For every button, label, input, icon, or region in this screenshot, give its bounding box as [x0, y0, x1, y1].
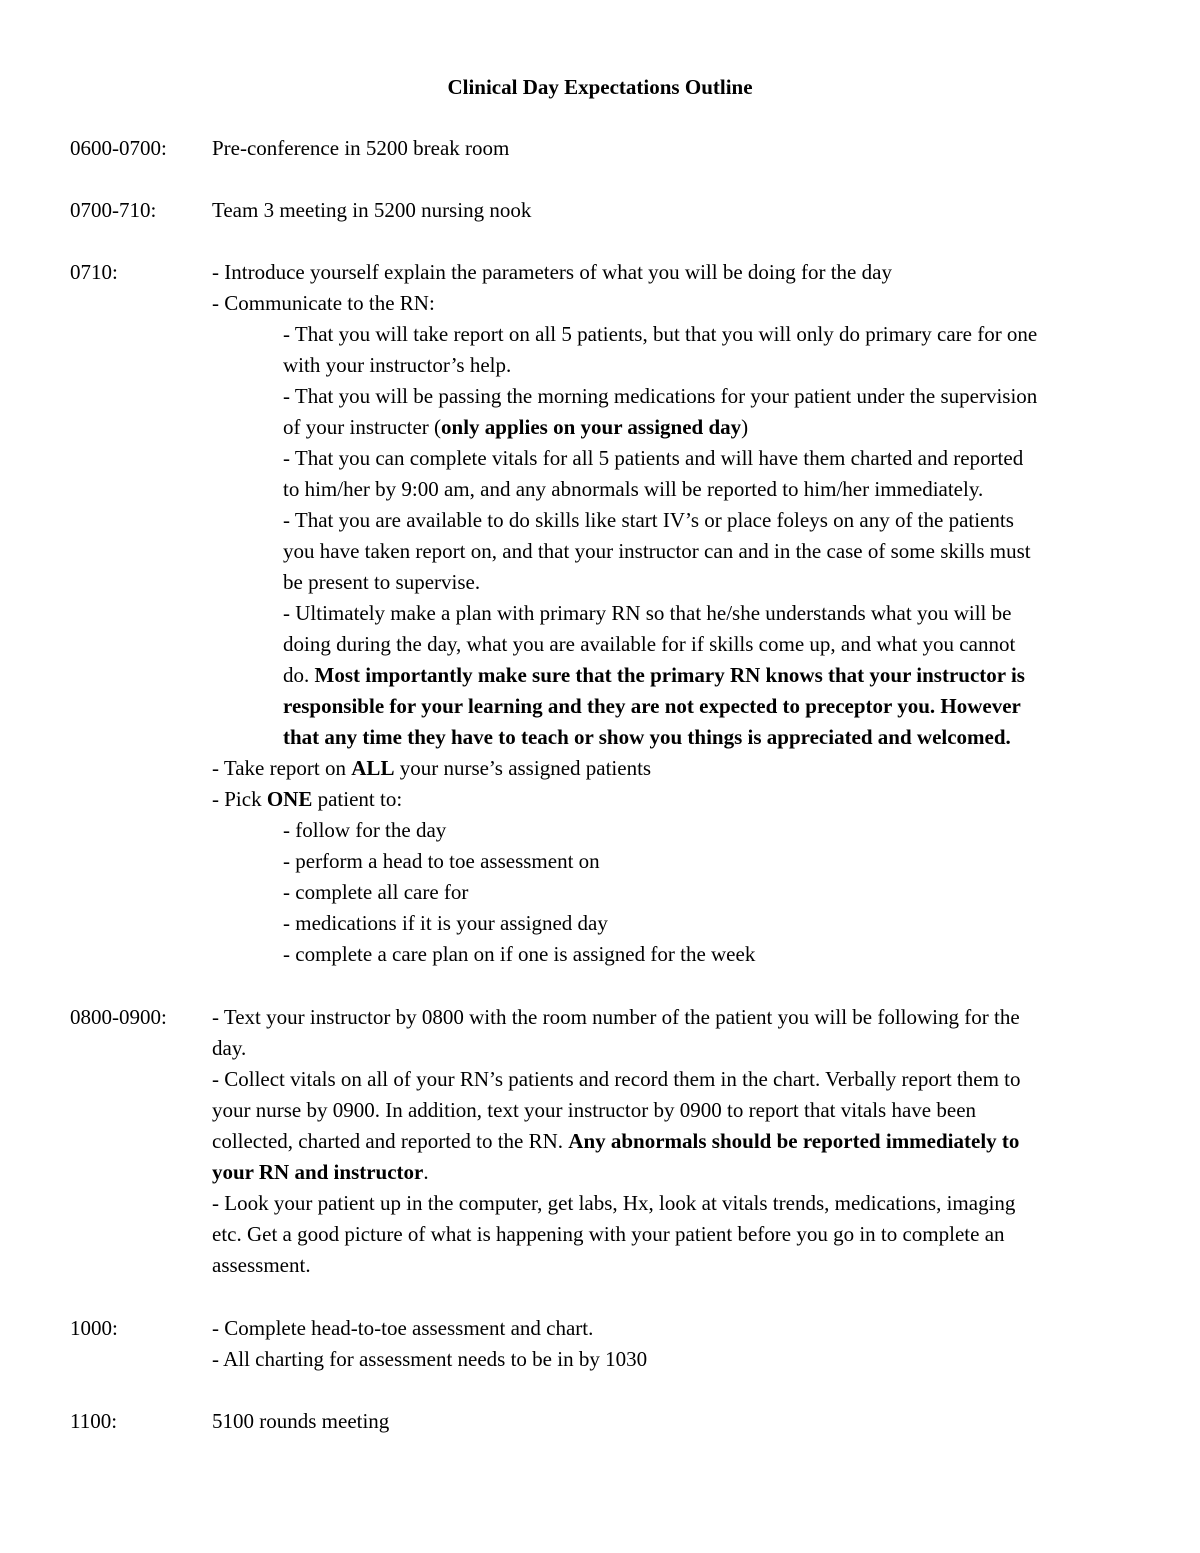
outline-subline: responsible for your learning and they are not expected to preceptor you. However — [283, 694, 1021, 718]
outline-subline: - follow for the day — [283, 818, 447, 842]
outline-subline: do. Most importantly make sure that the primary RN knows that your instructor is — [283, 663, 1025, 687]
outline-line: Team 3 meeting in 5200 nursing nook — [212, 198, 532, 222]
outline-subline: - That you will be passing the morning medications for your patient under the supervision — [283, 384, 1038, 408]
outline-line: day. — [212, 1036, 247, 1060]
outline-line: - Text your instructor by 0800 with the room number of the patient you will be following for the — [212, 1005, 1020, 1029]
time-label: 1000: — [70, 1316, 118, 1340]
outline-line: - Communicate to the RN: — [212, 291, 435, 315]
outline-subline: to him/her by 9:00 am, and any abnormals will be reported to him/her immediately. — [283, 477, 984, 501]
outline-subline: - complete a care plan on if one is assigned for the week — [283, 942, 756, 966]
outline-line: - Complete head-to-toe assessment and chart. — [212, 1316, 594, 1340]
outline-line: - Look your patient up in the computer, get labs, Hx, look at vitals trends, medications, imaging — [212, 1191, 1016, 1215]
outline-subline: - That you will take report on all 5 patients, but that you will only do primary care for one — [283, 322, 1038, 346]
time-label: 0600-0700: — [70, 136, 167, 160]
outline-subline: you have taken report on, and that your instructor can and in the case of some skills must — [283, 539, 1031, 563]
outline-line: 5100 rounds meeting — [212, 1409, 390, 1433]
outline-subline: with your instructor’s help. — [283, 353, 512, 377]
outline-line: your nurse by 0900. In addition, text your instructor by 0900 to report that vitals have been — [212, 1098, 977, 1122]
time-label: 0710: — [70, 260, 118, 284]
outline-line: etc. Get a good picture of what is happening with your patient before you go in to complete an — [212, 1222, 1005, 1246]
outline-subline: be present to supervise. — [283, 570, 481, 594]
outline-subline: - medications if it is your assigned day — [283, 911, 608, 935]
outline-subline: doing during the day, what you are available for if skills come up, and what you cannot — [283, 632, 1016, 656]
outline-subline: - perform a head to toe assessment on — [283, 849, 600, 873]
document-title: Clinical Day Expectations Outline — [447, 75, 753, 99]
outline-line: assessment. — [212, 1253, 311, 1277]
outline-line: - Take report on ALL your nurse’s assigned patients — [212, 756, 652, 780]
outline-line: collected, charted and reported to the RN. Any abnormals should be reported immediately to — [212, 1129, 1020, 1153]
outline-subline: - complete all care for — [283, 880, 469, 904]
outline-line: - Pick ONE patient to: — [212, 787, 403, 811]
outline-line: - Collect vitals on all of your RN’s patients and record them in the chart. Verbally report them to — [212, 1067, 1021, 1091]
outline-subline: - That you are available to do skills like start IV’s or place foleys on any of the patients — [283, 508, 1014, 532]
outline-subline: - That you can complete vitals for all 5 patients and will have them charted and reported — [283, 446, 1024, 470]
time-label: 0800-0900: — [70, 1005, 167, 1029]
outline-subline: that any time they have to teach or show you things is appreciated and welcomed. — [283, 725, 1011, 749]
time-label: 0700-710: — [70, 198, 157, 222]
outline-line: Pre-conference in 5200 break room — [212, 136, 510, 160]
time-label: 1100: — [70, 1409, 118, 1433]
outline-line: - Introduce yourself explain the parameters of what you will be doing for the day — [212, 260, 892, 284]
outline-subline: of your instructer (only applies on your assigned day) — [283, 415, 749, 439]
outline-subline: - Ultimately make a plan with primary RN so that he/she understands what you will be — [283, 601, 1012, 625]
outline-line: your RN and instructor. — [212, 1160, 429, 1184]
outline-line: - All charting for assessment needs to be in by 1030 — [212, 1347, 648, 1371]
